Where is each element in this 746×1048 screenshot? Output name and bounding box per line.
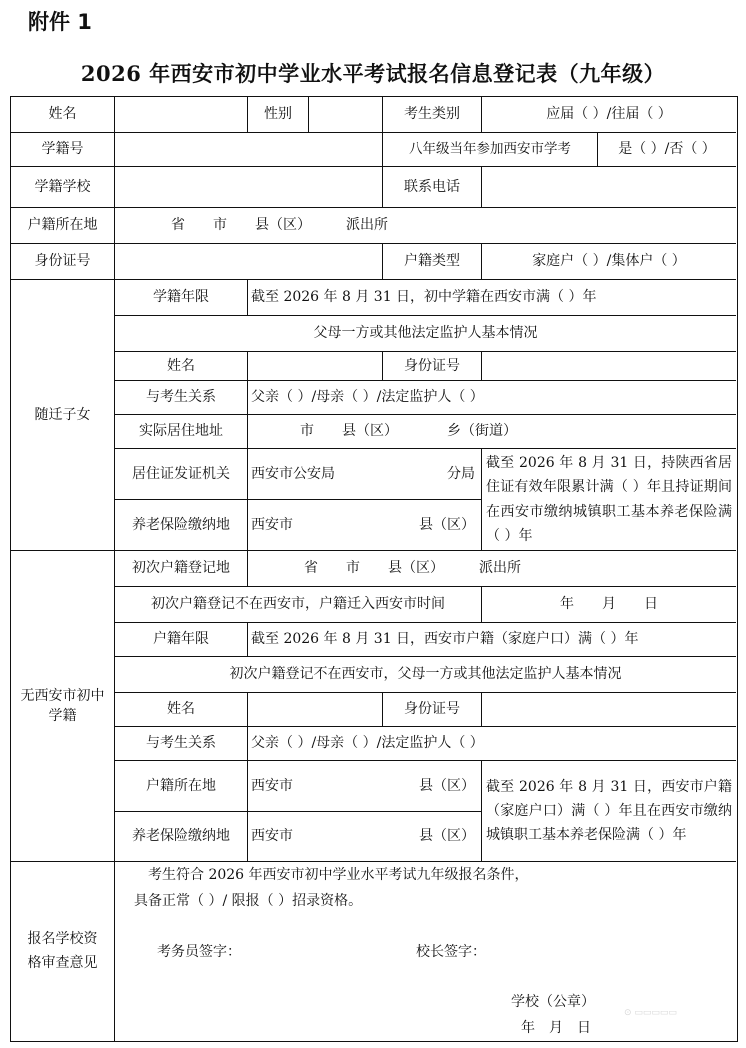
student-id-label: 学籍号 xyxy=(11,133,115,167)
no-school-note: 截至 2026 年 8 月 31 日，西安市户籍（家庭户口）满（ ）年且在西安市缴纳城镇职工基本养老保险满（ ）年 xyxy=(482,761,736,862)
migrant-guardian-id-field[interactable] xyxy=(482,352,736,381)
hukou-type-options[interactable]: 家庭户（ ）/集体户（ ） xyxy=(482,244,736,280)
no-school-section-label: 无西安市初中学籍 xyxy=(11,551,115,862)
moved-time-label: 初次户籍登记不在西安市，户籍迁入西安市时间 xyxy=(115,587,482,623)
permit-issuer-suffix: 分局 xyxy=(447,465,475,482)
no-school-guardian-id-label: 身份证号 xyxy=(383,693,482,727)
hukou-type-label: 户籍类型 xyxy=(383,244,482,280)
no-school-guardian-name-label: 姓名 xyxy=(115,693,248,727)
id-field[interactable] xyxy=(115,244,383,280)
school-field[interactable] xyxy=(115,167,383,208)
no-school-hukou-value: 西安市 xyxy=(251,777,293,794)
permit-issuer-value: 西安市公安局 xyxy=(251,465,335,482)
no-school-hukou-suffix: 县（区） xyxy=(419,777,475,794)
id-label: 身份证号 xyxy=(11,244,115,280)
migrant-address-label: 实际居住地址 xyxy=(115,415,248,449)
migrant-guardian-id-label: 身份证号 xyxy=(383,352,482,381)
migrant-guardian-name-field[interactable] xyxy=(248,352,383,381)
name-label: 姓名 xyxy=(11,97,115,133)
category-options[interactable]: 应届（ ）/往届（ ） xyxy=(482,97,736,133)
migrant-section-label: 随迁子女 xyxy=(11,280,115,551)
student-id-field[interactable] xyxy=(115,133,383,167)
no-school-pension-value: 西安市 xyxy=(251,828,293,845)
form-title: 2026 年西安市初中学业水平考试报名信息登记表（九年级） xyxy=(80,61,666,86)
no-school-guardian-name-field[interactable] xyxy=(248,693,383,727)
no-school-guardian-header: 初次户籍登记不在西安市，父母一方或其他法定监护人基本情况 xyxy=(115,657,736,693)
school-label: 学籍学校 xyxy=(11,167,115,208)
no-school-years-label: 户籍年限 xyxy=(115,623,248,657)
permit-note: 截至 2026 年 8 月 31 日，持陕西省居住证有效年限累计满（ ）年且持证期间在西安市缴纳城镇职工基本养老保险满（ ）年 xyxy=(482,449,736,551)
registration-form-table xyxy=(10,96,738,1042)
watermark: ⊙ ▭▭▭▭▭ xyxy=(624,1008,677,1018)
no-school-pension-field[interactable] xyxy=(248,812,482,862)
hukou-field[interactable]: 省 市 县（区） 派出所 xyxy=(115,208,736,244)
review-date[interactable]: 年 月 日 xyxy=(521,1020,591,1036)
grade8-exam-options[interactable]: 是（ ）/否（ ） xyxy=(598,133,736,167)
migrant-years-label: 学籍年限 xyxy=(115,280,248,316)
review-section-label: 报名学校资格审查意见 xyxy=(11,862,115,1041)
school-seal: 学校（公章） xyxy=(511,994,595,1010)
phone-label: 联系电话 xyxy=(383,167,482,208)
migrant-relation-label: 与考生关系 xyxy=(115,381,248,415)
no-school-pension-suffix: 县（区） xyxy=(419,828,475,845)
no-school-relation-label: 与考生关系 xyxy=(115,727,248,761)
name-field[interactable] xyxy=(115,97,248,133)
no-school-pension-label: 养老保险缴纳地 xyxy=(115,812,248,862)
review-line-1: 考生符合 2026 年西安市初中学业水平考试九年级报名条件， xyxy=(148,867,529,883)
hukou-label: 户籍所在地 xyxy=(11,208,115,244)
migrant-pension-label: 养老保险缴纳地 xyxy=(115,500,248,551)
principal-signature[interactable]: 校长签字： xyxy=(416,944,486,960)
migrant-relation-options[interactable]: 父亲（ ）/母亲（ ）/法定监护人（ ） xyxy=(248,381,736,415)
migrant-years-text: 截至 2026 年 8 月 31 日，初中学籍在西安市满（ ）年 xyxy=(248,280,736,316)
first-reg-field[interactable]: 省 市 县（区） 派出所 xyxy=(248,551,736,587)
migrant-guardian-name-label: 姓名 xyxy=(115,352,248,381)
gender-label: 性别 xyxy=(248,97,309,133)
no-school-relation-options[interactable]: 父亲（ ）/母亲（ ）/法定监护人（ ） xyxy=(248,727,736,761)
attachment-label: 附件 1 xyxy=(28,10,92,34)
moved-time-field[interactable]: 年 月 日 xyxy=(482,587,736,623)
category-label: 考生类别 xyxy=(383,97,482,133)
migrant-pension-field[interactable] xyxy=(248,500,482,551)
no-school-hukou-field[interactable] xyxy=(248,761,482,812)
no-school-hukou-label: 户籍所在地 xyxy=(115,761,248,812)
gender-field[interactable] xyxy=(309,97,383,133)
migrant-address-field[interactable]: 市 县（区） 乡（街道） xyxy=(248,415,736,449)
permit-issuer-field[interactable] xyxy=(248,449,482,500)
clerk-signature[interactable]: 考务员签字： xyxy=(157,944,241,960)
phone-field[interactable] xyxy=(482,167,736,208)
migrant-pension-suffix: 县（区） xyxy=(419,516,475,533)
review-line-2: 具备正常（ ）/ 限报（ ）招录资格。 xyxy=(134,893,363,909)
migrant-guardian-header: 父母一方或其他法定监护人基本情况 xyxy=(115,316,736,352)
grade8-exam-label: 八年级当年参加西安市学考 xyxy=(383,133,598,167)
first-reg-label: 初次户籍登记地 xyxy=(115,551,248,587)
no-school-guardian-id-field[interactable] xyxy=(482,693,736,727)
permit-issuer-label: 居住证发证机关 xyxy=(115,449,248,500)
migrant-pension-value: 西安市 xyxy=(251,516,293,533)
no-school-years-text: 截至 2026 年 8 月 31 日，西安市户籍（家庭户口）满（ ）年 xyxy=(248,623,736,657)
